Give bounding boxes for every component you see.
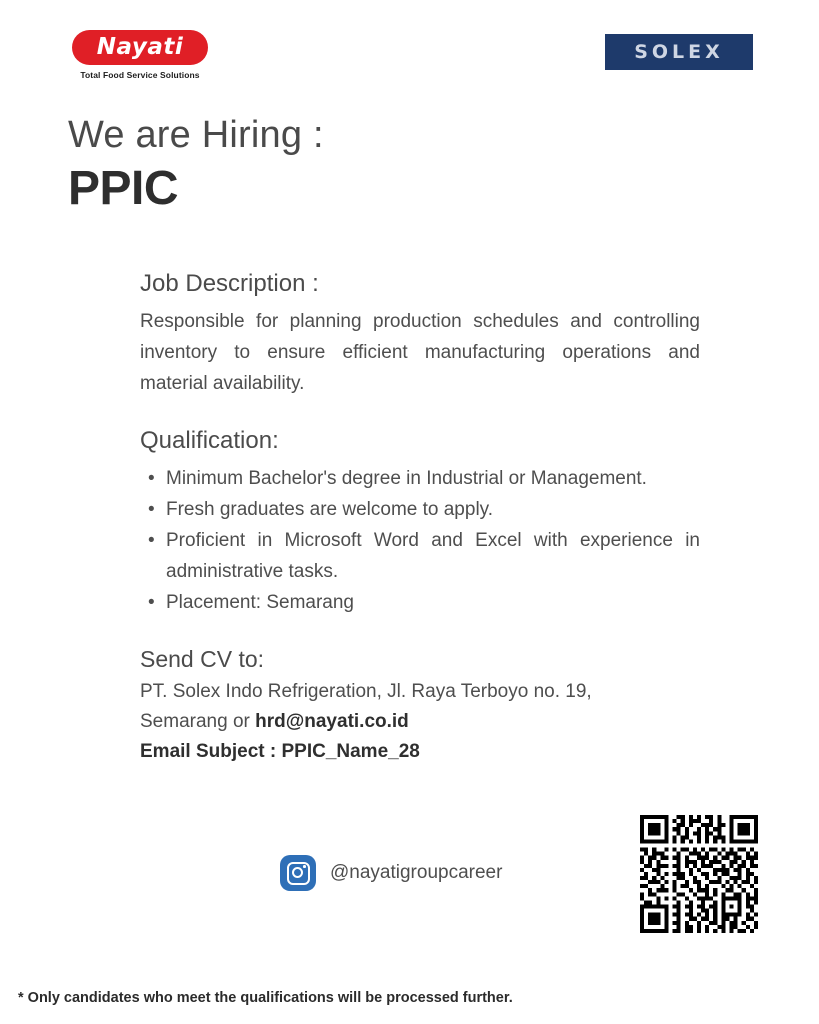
instagram-icon[interactable] xyxy=(280,855,316,891)
page-title xyxy=(68,112,324,218)
qr-code-image xyxy=(640,815,758,933)
send-cv-address-line2 xyxy=(140,707,700,737)
list-item: • Placement: Semarang xyxy=(140,587,700,618)
job-description-heading: Job Description : xyxy=(140,270,319,297)
job-description-text: Responsible for planning production schedules and controlling inventory to ensure efficient manufacturing operations and material availability. xyxy=(140,311,700,394)
qualification-list xyxy=(140,463,700,618)
poster-body xyxy=(140,270,700,767)
nayati-logo xyxy=(72,30,208,80)
solex-logo xyxy=(605,34,753,70)
qualification-heading: Qualification: xyxy=(140,427,279,454)
nayati-logo-text: Nayati xyxy=(96,34,184,60)
title-role-line: PPIC xyxy=(68,162,179,215)
footnote: * Only candidates who meet the qualifications will be processed further. xyxy=(18,990,513,1006)
instagram-handle[interactable]: @nayatigroupcareer xyxy=(330,862,503,883)
poster-header xyxy=(0,24,819,94)
send-cv-city-prefix: Semarang or xyxy=(140,711,256,732)
social-row[interactable] xyxy=(280,855,502,891)
nayati-logo-badge xyxy=(72,30,208,65)
send-cv-address-line1: PT. Solex Indo Refrigeration, Jl. Raya Terboyo no. 19, xyxy=(140,681,592,702)
solex-logo-text: SOLEX xyxy=(634,41,724,63)
send-cv-heading: Send CV to: xyxy=(140,646,265,672)
qr-code[interactable] xyxy=(640,815,758,933)
list-item: • Proficient in Microsoft Word and Excel with experience in administrative tasks. xyxy=(140,525,700,587)
send-cv-email[interactable]: hrd@nayati.co.id xyxy=(255,711,409,732)
list-item: • Minimum Bachelor's degree in Industrial or Management. xyxy=(140,463,700,494)
send-cv-email-subject: Email Subject : PPIC_Name_28 xyxy=(140,741,420,762)
nayati-logo-tagline: Total Food Service Solutions xyxy=(80,70,200,80)
list-item: • Fresh graduates are welcome to apply. xyxy=(140,494,700,525)
title-hiring-line: We are Hiring : xyxy=(68,114,324,156)
